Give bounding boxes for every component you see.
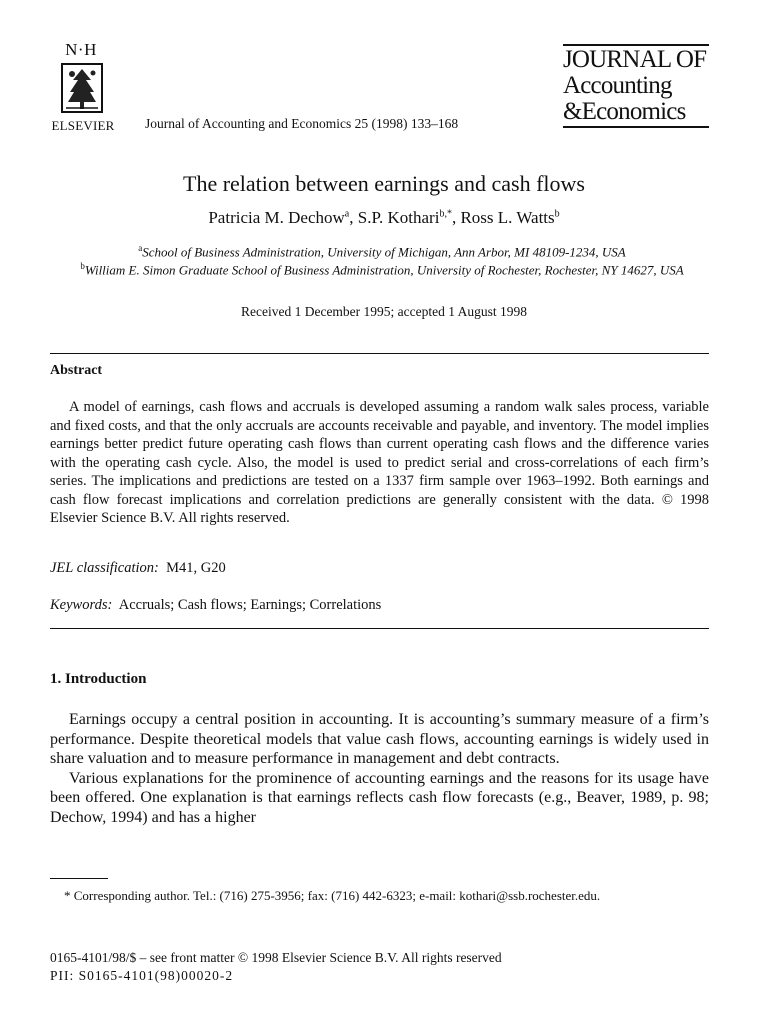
footnote-rule	[50, 878, 108, 879]
footnote-text: * Corresponding author. Tel.: (716) 275-3956; fax: (716) 442-6323; e-mail: kothari@ssb.rochester.edu.	[64, 888, 601, 903]
divider-bottom	[50, 628, 709, 629]
publisher-mark: N·H	[65, 40, 97, 59]
journal-citation: Journal of Accounting and Economics 25 (1998) 133–168	[145, 116, 459, 131]
author-name: S.P. Kothari	[357, 208, 440, 227]
abstract-heading: Abstract	[50, 363, 103, 378]
affiliation-text: School of Business Administration, University of Michigan, Ann Arbor, MI 48109-1234, USA	[142, 244, 626, 260]
jel-label: JEL classification:	[50, 560, 159, 576]
jel-classification	[50, 560, 226, 577]
intro-paragraph: Various explanations for the prominence of accounting earnings and the reasons for its usage have been offered. One explanation is that earnings reflects cash flow forecasts (e.g., Beaver, 1989, p. 98; Dechow, 1994) and has a higher	[50, 769, 709, 826]
received-dates: Received 1 December 1995; accepted 1 August 1998	[240, 304, 528, 319]
jel-value: M41, G20	[166, 560, 226, 576]
introduction-body	[50, 710, 709, 828]
author-sup: b	[554, 208, 560, 220]
paper-title: The relation between earnings and cash flows	[183, 171, 585, 196]
pii-line: PII: S0165-4101(98)00020-2	[50, 968, 234, 983]
author-sup: a	[344, 208, 350, 220]
footnote	[50, 887, 710, 904]
author-name: Ross L. Watts	[460, 208, 555, 227]
intro-paragraph: Earnings occupy a central position in accounting. It is accounting’s summary measure of a firm’s performance. Despite theoretical models that value cash flows, accounting earnings is widely used in share valuation and to measure performance in management and debt contracts.	[50, 711, 709, 768]
keywords-value: Accruals; Cash flows; Earnings; Correlations	[118, 597, 382, 613]
logo-line-2: Accounting	[563, 72, 672, 99]
abstract-body	[50, 398, 709, 528]
logo-rule-bottom	[563, 126, 709, 128]
issn-line: 0165-4101/98/$ – see front matter © 1998 Elsevier Science B.V. All rights reserved	[50, 950, 502, 965]
logo-line-1: JOURNAL OF	[563, 46, 707, 73]
author-sup: b,*	[439, 208, 452, 220]
journal-logo	[563, 42, 711, 128]
affiliation-b	[46, 258, 718, 278]
elsevier-tree-logo-icon	[60, 62, 104, 114]
section-heading: 1. Introduction	[50, 671, 147, 687]
logo-line-3: &Economics	[563, 98, 686, 125]
affiliation-sup: b	[80, 261, 85, 271]
keywords	[50, 597, 381, 614]
publisher-name: ELSEVIER	[51, 118, 115, 133]
divider-top	[50, 353, 709, 354]
author-list: Patricia M. Dechow$^a$, S.P. Kothari$^{b,*}$, Ross L. Watts$^b$	[208, 208, 560, 227]
affiliation-sup: a	[138, 243, 143, 253]
affiliation-text: William E. Simon Graduate School of Business Administration, University of Rochester, Rochester, NY 14627, USA	[84, 262, 684, 278]
abstract-text: A model of earnings, cash flows and accruals is developed assuming a random walk sales process, variable and fixed costs, and that the only accruals are accounts receivable and payable, and inventory. The model implies earnings better predict future operating cash flows than current operating cash flows and the difference varies with the operating cash cycle. Also, the model is used to predict serial and cross-correlations of each firm’s series. The implications and predictions are tested on a 1337 firm sample over 1963–1992. Both earnings and cash flow forecast implications and correlation predictions are generally consistent with the data. © 1998 Elsevier Science B.V. All rights reserved.	[50, 399, 709, 526]
keywords-label: Keywords:	[50, 597, 113, 613]
author-name: Patricia M. Dechow	[208, 208, 345, 227]
